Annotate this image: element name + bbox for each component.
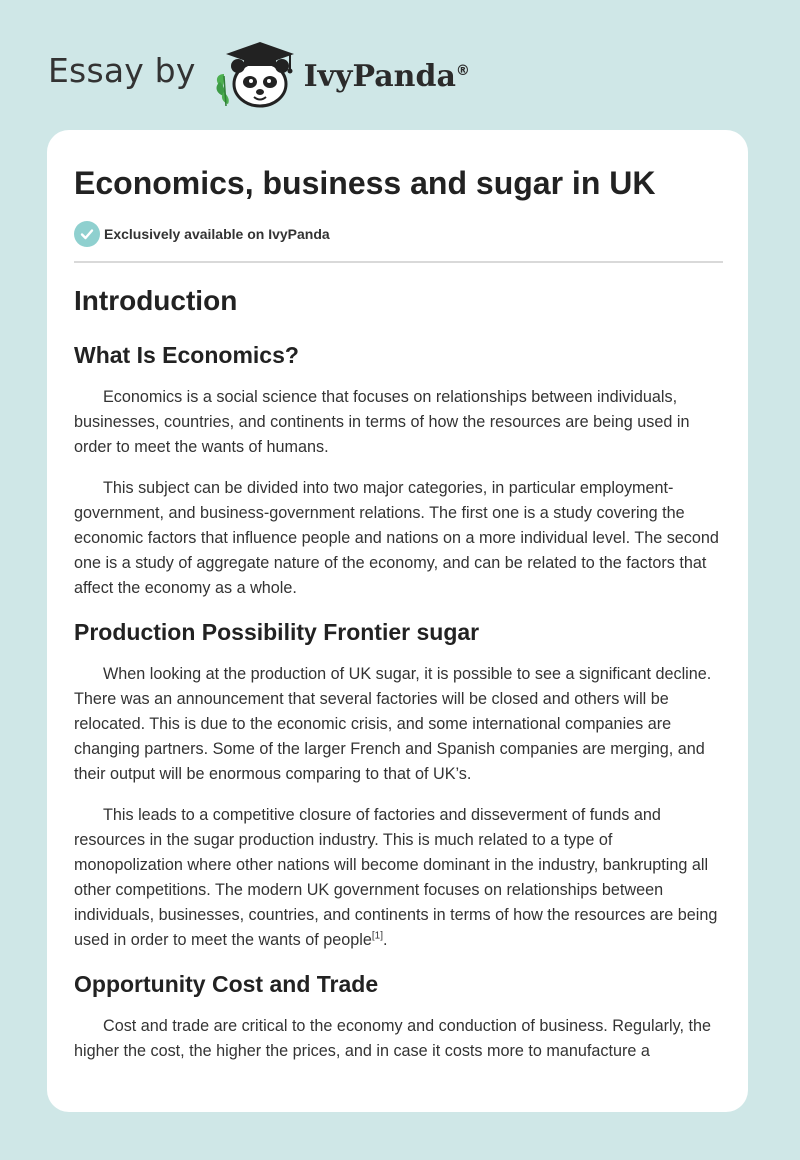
paragraph: This subject can be divided into two major categories, in particular employment-government, and business-government relations. The first one is a study covering the economic factors that influence people and nations on a more individual level. The second one is a study of aggregate nature of the economy, and can be related to the factors that affect the economy as a whole.: [74, 479, 719, 597]
article-card: [47, 130, 748, 1112]
check-icon: [74, 221, 100, 247]
paragraph: When looking at the production of UK sugar, it is possible to see a significant decline. There was an announcement that several factories will be closed and others will be relocated. This is due to the economic crisis, and some international companies are changing partners. Some of the larger French and Spanish companies are merging, and their output will be enormous comparing to that of UK’s.: [74, 665, 712, 783]
heading-introduction: Introduction: [74, 285, 238, 316]
brand-name: IvyPanda®: [303, 58, 470, 94]
paragraph: Cost and trade are critical to the economy and conduction of business. Regularly, the higher the cost, the higher the prices, and in case it costs more to manufacture a: [74, 1017, 711, 1060]
paragraph: Economics is a social science that focuses on relationships between individuals, businesses, countries, and continents in terms of how the resources are being used in order to meet the wants of humans.: [74, 388, 690, 456]
exclusive-badge: [74, 221, 330, 247]
brand-header: [48, 36, 470, 110]
article-title: Economics, business and sugar in UK: [74, 165, 656, 201]
panda-graduation-cap-icon: [212, 36, 300, 110]
registered-mark: ®: [455, 62, 470, 79]
article-body: [74, 282, 723, 1080]
heading-what-is-economics: What Is Economics?: [74, 342, 299, 368]
exclusive-label: Exclusively available on IvyPanda: [104, 226, 330, 242]
footnote-ref[interactable]: [1]: [371, 930, 383, 942]
title-divider: [74, 261, 723, 263]
paragraph: This leads to a competitive closure of factories and disseverment of funds and resources in the sugar production industry. This is much related to a type of monopolization where other nations will become dominant in the industry, bankrupting all other competitions. The modern UK government focuses on relationships between individuals, businesses, countries, and continents in terms of how the resources are being used in order to meet the wants of people[1].: [74, 806, 718, 949]
brand-prefix: Essay by: [48, 50, 196, 90]
heading-opportunity-cost: Opportunity Cost and Trade: [74, 971, 379, 997]
heading-ppf-sugar: Production Possibility Frontier sugar: [74, 619, 480, 645]
